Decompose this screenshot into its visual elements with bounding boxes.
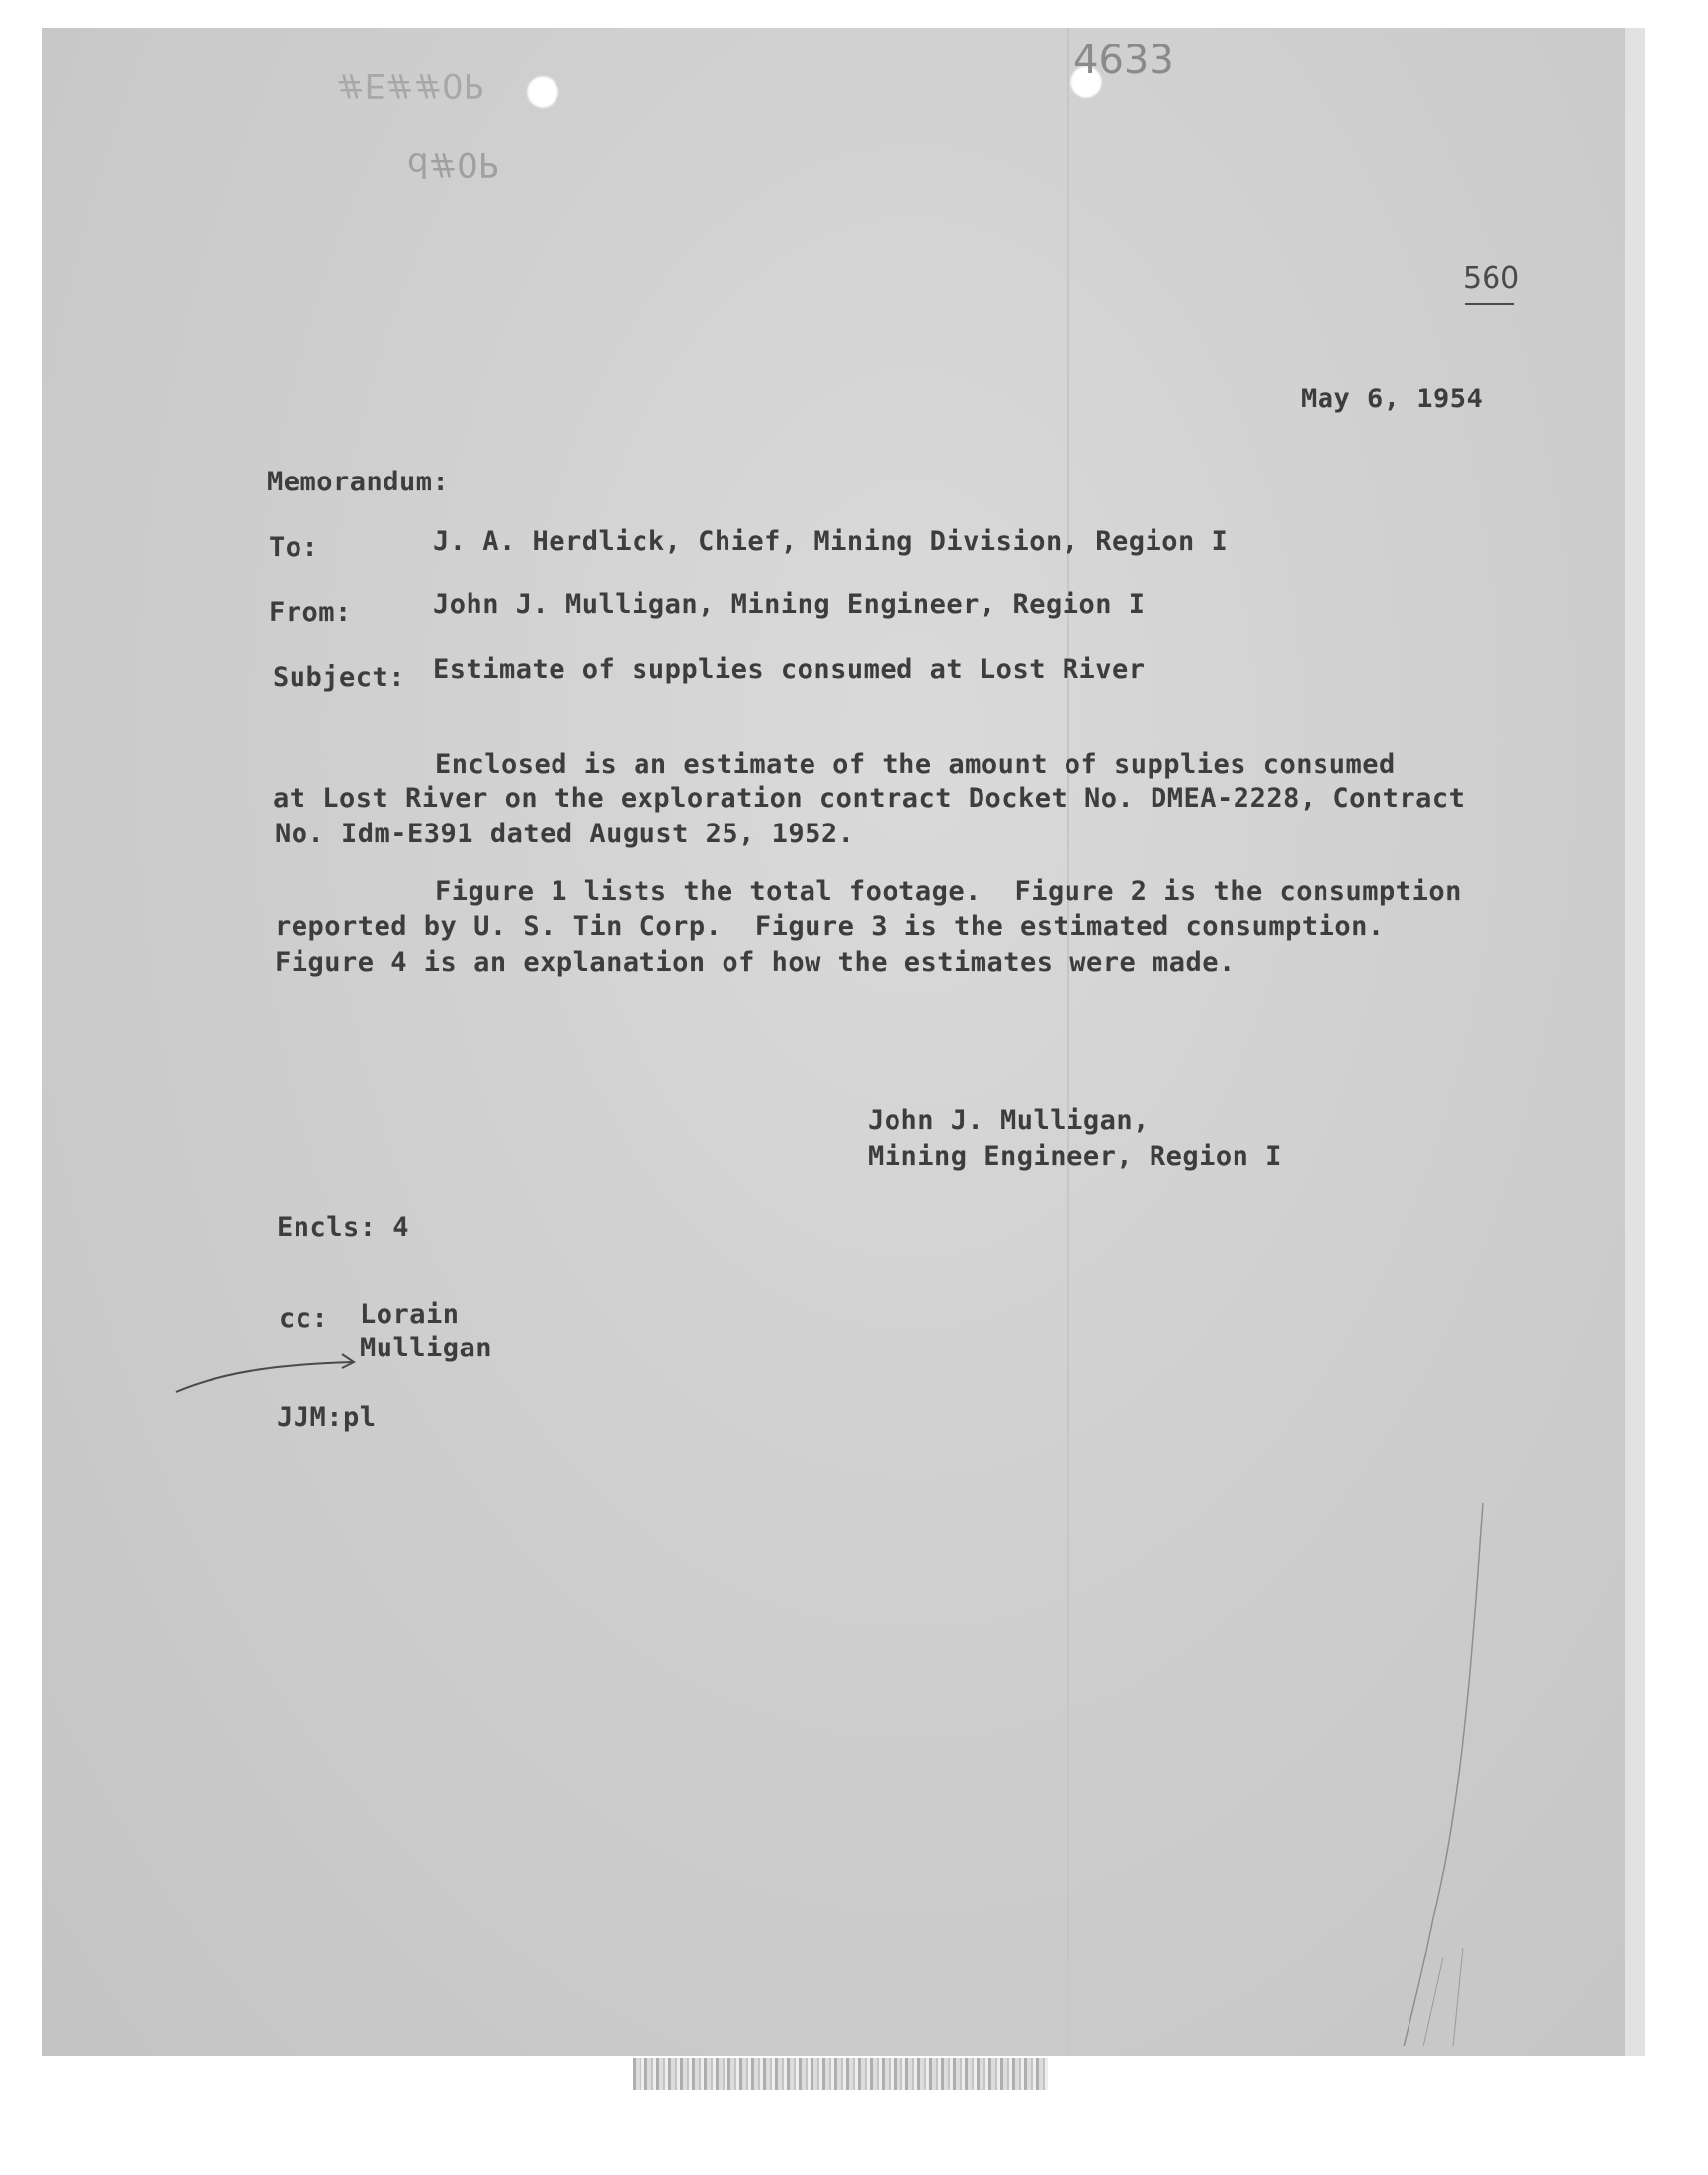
punch-hole-left bbox=[526, 75, 559, 109]
from-value: John J. Mulligan, Mining Engineer, Region I bbox=[433, 589, 1146, 620]
signature-title: Mining Engineer, Region I bbox=[868, 1141, 1282, 1172]
cc-recipient-1: Lorain bbox=[360, 1299, 460, 1330]
handwritten-mark-second: d#0P bbox=[407, 144, 499, 184]
paragraph2-line1: Figure 1 lists the total footage. Figure 2 is the consumption bbox=[435, 876, 1462, 907]
page-edge bbox=[1625, 28, 1645, 2056]
page-number: 560 bbox=[1463, 261, 1520, 296]
signature-name: John J. Mulligan, bbox=[868, 1105, 1150, 1136]
typist-initials: JJM:pl bbox=[277, 1402, 377, 1433]
paragraph2-line2: reported by U. S. Tin Corp. Figure 3 is the estimated consumption. bbox=[275, 912, 1385, 942]
enclosures: Encls: 4 bbox=[277, 1212, 410, 1243]
to-value: J. A. Herdlick, Chief, Mining Division, Region I bbox=[433, 526, 1229, 557]
cc-label: cc: bbox=[279, 1303, 329, 1334]
scan-artifact bbox=[633, 2058, 1048, 2090]
paper-scratch-marks bbox=[1384, 1483, 1502, 2056]
paragraph1-line3: No. Idm-E391 dated August 25, 1952. bbox=[275, 819, 855, 849]
handwritten-check-mark bbox=[168, 1335, 366, 1404]
from-label: From: bbox=[269, 597, 352, 628]
subject-label: Subject: bbox=[273, 662, 406, 693]
page-number-underline bbox=[1465, 303, 1514, 305]
paragraph2-line3: Figure 4 is an explanation of how the estimates were made. bbox=[275, 947, 1236, 978]
paragraph1-line2: at Lost River on the exploration contract Docket No. DMEA-2228, Contract bbox=[273, 783, 1466, 814]
handwritten-mark-top: #E##0P bbox=[336, 65, 484, 105]
to-label: To: bbox=[269, 532, 319, 563]
stamp-number: 4633 bbox=[1073, 38, 1174, 83]
paragraph1-line1: Enclosed is an estimate of the amount of supplies consumed bbox=[435, 749, 1396, 780]
cc-recipient-2: Mulligan bbox=[360, 1333, 493, 1363]
subject-value: Estimate of supplies consumed at Lost River bbox=[433, 654, 1146, 685]
page-crease bbox=[1068, 28, 1069, 2056]
memo-heading: Memorandum: bbox=[267, 467, 450, 497]
memo-date: May 6, 1954 bbox=[1301, 384, 1484, 414]
